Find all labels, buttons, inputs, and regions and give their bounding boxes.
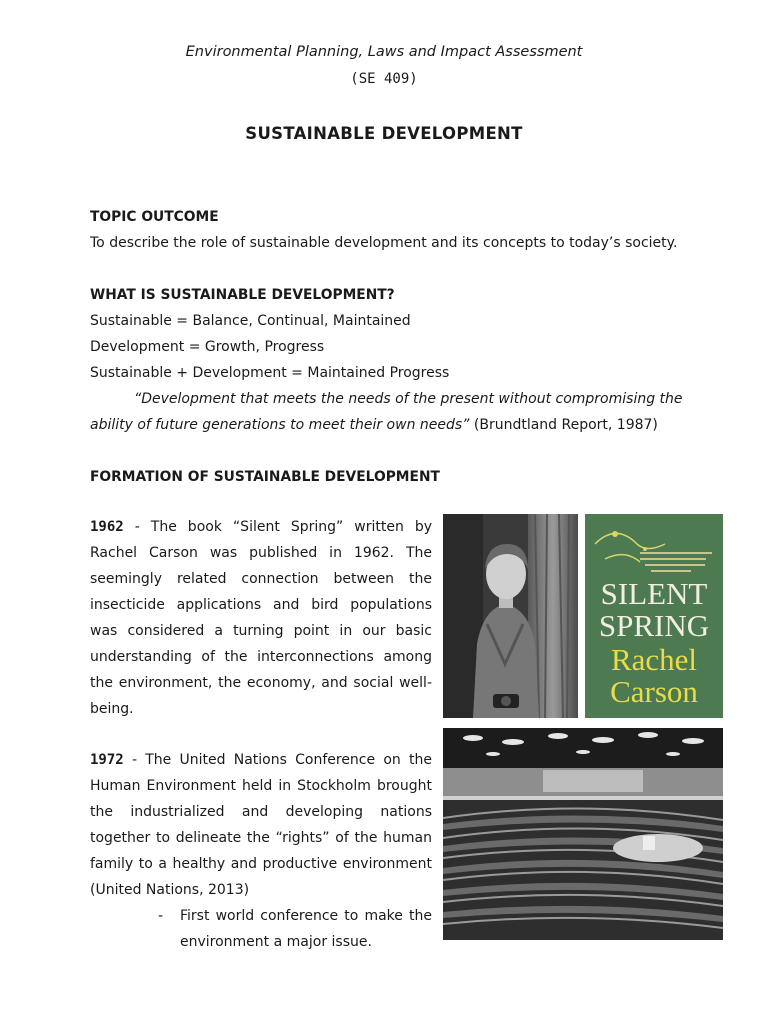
topic-outcome-heading: TOPIC OUTCOME — [90, 209, 219, 225]
event-1972-year: 1972 — [90, 752, 124, 768]
book-title-line-2: SPRING — [598, 608, 710, 643]
brundtland-quote-2 — [90, 417, 658, 433]
brundtland-citation: (Brundtland Report, 1987) — [469, 417, 658, 433]
bullet-text: First world conference to make the environment a major issue. — [180, 908, 432, 950]
course-code: (SE 409) — [350, 71, 418, 87]
book-cover-illustration — [585, 514, 723, 718]
brundtland-quote-1: “Development that meets the needs of the present without compromising the — [134, 391, 683, 407]
page-title: SUSTAINABLE DEVELOPMENT — [245, 124, 523, 143]
brundtland-quote-text: ability of future generations to meet their own needs” — [90, 417, 470, 433]
rachel-carson-photo — [443, 514, 578, 718]
event-1962-paragraph — [90, 514, 432, 722]
conference-hall-illustration — [443, 728, 723, 940]
formation-heading: FORMATION OF SUSTAINABLE DEVELOPMENT — [90, 469, 440, 485]
bullet-dash: - — [158, 908, 164, 924]
definition-line-1: Sustainable = Balance, Continual, Maintained — [90, 313, 411, 329]
book-author-line-1: Rachel — [610, 642, 698, 677]
topic-outcome-text: To describe the role of sustainable development and its concepts to today’s society. — [90, 235, 678, 251]
course-title: Environmental Planning, Laws and Impact Assessment — [185, 44, 583, 60]
definition-line-3: Sustainable + Development = Maintained Progress — [90, 365, 450, 381]
stockholm-conference-photo — [443, 728, 723, 940]
book-title-line-1: SILENT — [600, 576, 708, 611]
event-1972-paragraph — [90, 747, 432, 903]
definition-line-2: Development = Growth, Progress — [90, 339, 325, 355]
event-1972-text: - The United Nations Conference on the Human Environment held in Stockholm brought the industrialized and developing nations together to delineate the “rights” of the human family to a healthy and productive environment (United Nations, 2013) — [90, 752, 432, 898]
what-is-heading: WHAT IS SUSTAINABLE DEVELOPMENT? — [90, 287, 395, 303]
event-1962-year: 1962 — [90, 519, 124, 535]
rachel-carson-illustration — [443, 514, 578, 718]
book-author-line-2: Carson — [610, 674, 698, 709]
silent-spring-book-cover — [585, 514, 723, 718]
event-1962-text: - The book “Silent Spring” written by Rachel Carson was published in 1962. The seemingly related connection between the insecticide applications and bird populations was considered a turning point in our basic understanding of the interconnections among the environment, the economy, and social well-being. — [90, 519, 432, 717]
